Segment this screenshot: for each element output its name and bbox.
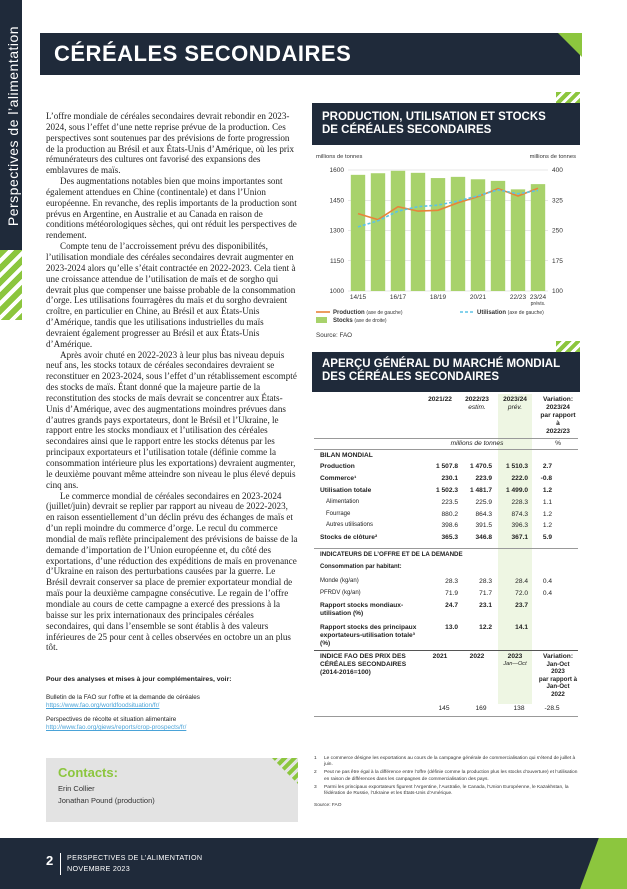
row-value: 71.9 <box>445 589 458 597</box>
index-subheader: Jan-Oct <box>546 683 570 690</box>
more-info-header: Pour des analyses et mises à jour complémentaires, voir: <box>46 676 232 683</box>
footnote <box>314 756 580 768</box>
row-label: Utilisation totale <box>320 487 372 494</box>
column-subheader: 2023/24 <box>546 404 570 411</box>
row-value: 23.1 <box>479 601 492 609</box>
table-rule <box>314 438 578 439</box>
row-value: 1.2 <box>542 522 552 529</box>
link2-label: Perspectives de récolte et situation alimentaire <box>46 716 177 723</box>
row-value: 222.0 <box>511 475 528 482</box>
chart-title-line: PRODUCTION, UTILISATION ET STOCKS <box>322 111 546 123</box>
left-tick-label: 1300 <box>329 227 344 235</box>
index-subheader: Jan—Oct <box>503 660 527 667</box>
index-subheader: 2022 <box>551 690 565 698</box>
index-column-header: 2023 <box>507 652 523 660</box>
x-tick-label: 22/23 <box>509 294 527 301</box>
row-value: 367.1 <box>511 533 528 541</box>
row-value: 12.2 <box>479 623 492 631</box>
legend-axis-note: (axe de gauche) <box>507 310 544 316</box>
x-tick-label: 23/24 <box>529 294 547 301</box>
row-label: utilisation (%) <box>320 609 364 617</box>
more-info <box>46 676 298 738</box>
index-value: 145 <box>438 704 450 712</box>
right-tick-label: 325 <box>552 197 563 205</box>
row-value: 13.0 <box>445 623 458 631</box>
right-tick-label: 175 <box>552 257 563 265</box>
row-value: -0.8 <box>540 475 552 482</box>
row-value: 346.8 <box>475 533 492 541</box>
row-value: 223.9 <box>475 475 492 482</box>
link1-label: Bulletin de la FAO sur l’offre et la demande de céréales <box>46 694 200 701</box>
row-value: 874.3 <box>511 510 528 518</box>
left-tick-label: 1150 <box>330 257 344 265</box>
chart-section-title <box>322 111 572 137</box>
right-axis-label: millions de tonnes <box>529 154 576 160</box>
row-value: 14.1 <box>515 623 528 631</box>
section-heading: INDICATEURS DE L’OFFRE ET DE LA DEMANDE <box>320 550 463 558</box>
footer-publication: PERSPECTIVES DE L’ALIMENTATION <box>67 853 203 862</box>
paragraph: Après avoir chuté en 2022-2023 à leur plus bas niveau depuis neuf ans, les stocks totaux de céréales secondaires devraient se reconstituer en 2023-2024, sous l’effet d’un rétablissement escompté des stocks de maïs. Étant donné que la majeure partie de la reconstitution des stocks de maïs devrait se concentrer aux États-Unis d’Amérique, avec des augmentations moindres prévues dans d’autres grands pays exportateurs, dont le Brésil et l’Ukraine, le rapport entre les stocks mondiaux et l’utilisation des céréales secondaires ainsi que le rapport entre les stocks détenus par les principaux exportateurs et l’utilisation totale (définie comme la consommation intérieure plus les exportations) devraient augmenter, le deuxième pouvant même atteindre son niveau le plus élevé depuis cinq ans. <box>46 349 297 490</box>
stocks-bar <box>451 177 465 291</box>
row-label: Fourrage <box>326 510 351 517</box>
row-value: 1 502.3 <box>436 487 458 494</box>
column-header: 2021/22 <box>428 396 452 403</box>
footnote-key: 1 <box>314 756 317 761</box>
chart-section-accent <box>556 92 580 103</box>
row-value: 1.2 <box>542 487 552 494</box>
forecast-note: prévis. <box>530 301 546 307</box>
footnote-key: 2 <box>314 770 317 776</box>
stocks-bar <box>351 175 365 291</box>
row-value: 1.2 <box>542 510 552 518</box>
legend-label <box>333 310 403 316</box>
body-text <box>46 111 298 653</box>
index-column-header: 2021 <box>432 652 448 660</box>
index-label: INDICE FAO DES PRIX DES <box>320 652 406 660</box>
stocks-bar <box>491 181 505 291</box>
page-title: CÉRÉALES SECONDAIRES <box>54 41 352 66</box>
paragraph: Des augmentations notables bien que moins importantes sont également attendues en Chine (continentale) et dans l’Union européenne. En revanche, des replis importants de la production sont prévus en Argentine, en Australie et au Canada en raison de conditions météorologiques sèches, qui ont réduit les perspectives de rendement. <box>46 176 297 241</box>
row-value: 23.7 <box>515 601 528 609</box>
column-header: 2023/24 <box>503 396 527 403</box>
side-tab-label: Perspectives de l’alimentation <box>5 25 21 227</box>
index-subheader: 2023 <box>551 668 565 675</box>
row-label: (%) <box>320 639 331 647</box>
legend-series-name: Utilisation <box>477 310 508 316</box>
right-tick-label: 100 <box>552 288 563 295</box>
row-label: Commerce¹ <box>320 475 357 482</box>
row-label: exportateurs-utilisation totale³ <box>320 631 415 639</box>
left-tick-label: 1450 <box>329 197 344 205</box>
page-number: 2 <box>46 853 54 868</box>
legend-label <box>477 310 544 316</box>
x-tick-label: 18/19 <box>429 294 447 301</box>
table-rule <box>314 650 578 651</box>
x-tick-label: 16/17 <box>389 294 407 301</box>
column-subheader: 2022/23 <box>546 428 570 435</box>
contact-name: Jonathan Pound (production) <box>58 796 155 805</box>
stocks-bar <box>431 178 445 291</box>
column-subheader: à <box>556 420 560 427</box>
table-rule <box>314 449 578 450</box>
legend-label <box>333 318 387 324</box>
index-subheader: par rapport à <box>538 675 578 683</box>
paragraph: L’offre mondiale de céréales secondaires devrait rebondir en 2023-2024, sous l’effet d’une nette reprise prévue de la production. Ces perspectives sont soutenues par des prévisions de forte progression de la production au Brésil et aux États-Unis d’Amérique, où les prix rémunérateurs des cultures ont favorisé des expansions des emblavures de maïs. <box>46 111 294 176</box>
row-label: Production <box>320 463 355 470</box>
footnotes <box>314 756 580 809</box>
row-value: 365.3 <box>441 533 458 541</box>
chart-source: Source: FAO <box>316 332 353 339</box>
row-value: 223.5 <box>441 499 458 506</box>
units-label: millions de tonnes <box>450 440 504 447</box>
market-table <box>312 394 580 724</box>
row-value: 864.3 <box>475 510 492 518</box>
index-value: 138 <box>513 704 525 712</box>
row-value: 28.3 <box>445 577 458 585</box>
paragraph: Le commerce mondial de céréales secondaires en 2023-2024 (juillet/juin) devrait se replier par rapport au niveau de 2022-2023, en raison essentiellement d’un déclin prévu des échanges de maïs et d’un repli moindre du commerce d’orge. Le recul du commerce mondial de maïs reflète principalement des prévisions de baisse de la demande d’importation de l’Union européenne et, du côté des exportations, d’une réduction des expéditions de maïs en provenance d’Ukraine en raison des perturbations causées par la guerre. Le Brésil devrait conserver sa place de premier exportateur mondial de maïs pour la deuxième campagne consécutive. Le regain de l’offre mondiale au cours de cette campagne a exercé des pressions à la baisse sur les prix internationaux des principales céréales secondaires, qui dans l’ensemble se sont établis à des valeurs inférieures de 25 pour cent à celles observées en octobre un an plus tôt. <box>46 490 298 653</box>
table-section-accent <box>556 341 580 352</box>
row-value: 398.6 <box>441 522 458 529</box>
row-value: 1 499.0 <box>506 487 528 494</box>
units-pct: % <box>555 440 561 447</box>
row-label: Alimentation <box>326 499 360 505</box>
footnote-text: Peut ne pas être égal à la différence entre l’offre (définie comme la production plus les stocks d’ouverture) et l’utilisation en raison de différences dans les campagnes de commercialisation des pays. <box>324 770 578 782</box>
legend-series-name: Stocks <box>333 318 355 324</box>
index-label: CÉRÉALES SECONDAIRES <box>320 660 407 668</box>
stocks-bar <box>371 173 385 291</box>
column-header: Variation: <box>542 396 574 403</box>
legend-axis-note: (axe de gauche) <box>366 310 403 316</box>
row-value: 1 470.5 <box>470 463 492 470</box>
index-value: 169 <box>475 704 487 712</box>
row-value: 391.5 <box>475 522 492 529</box>
index-value: -28.5 <box>544 704 560 712</box>
table-title-line: DES CÉRÉALES SECONDAIRES <box>322 371 500 383</box>
link2-url[interactable]: http://www.fao.org/giews/reports/crop-prospects/fr/ <box>46 724 187 731</box>
column-subheader: par rapport <box>540 412 576 419</box>
row-value: 1 481.7 <box>470 487 492 494</box>
row-value: 28.3 <box>479 577 492 585</box>
legend-series-name: Production <box>333 310 367 316</box>
right-tick-label: 250 <box>552 227 563 235</box>
table-rule <box>314 548 578 549</box>
stocks-bar <box>511 189 525 291</box>
index-label: (2014-2016=100) <box>320 668 371 676</box>
index-column-header: Variation: <box>542 652 574 660</box>
row-label: Stocks de clôture² <box>320 533 378 541</box>
row-value: 228.3 <box>511 499 528 506</box>
left-axis-label: millions de tonnes <box>316 154 363 160</box>
row-label: Rapport stocks des principaux <box>320 623 417 631</box>
row-value: 0.4 <box>542 577 552 585</box>
row-value: 1 510.3 <box>506 463 528 470</box>
row-label: Rapport stocks mondiaux- <box>320 601 404 609</box>
footnote-text: Parmi les principaux exportateurs figurent l’Argentine, l’Australie, le Canada, l’Union Européenne, le Kazakhstan, la fédération de Russie, l’Ukraine et les États-Unis d’Amérique. <box>324 784 569 797</box>
x-tick-label: 14/15 <box>349 294 367 301</box>
index-column-header: 2022 <box>469 652 485 660</box>
chart-title-line: DE CÉRÉALES SECONDAIRES <box>322 124 492 136</box>
footer-separator <box>60 853 61 875</box>
row-value: 2.7 <box>542 463 552 470</box>
footnote-text: Le commerce désigne les exportations au cours de la campagne générale de commercialisation qui s’étend de juillet à juin. <box>324 756 576 768</box>
left-tick-label: 1600 <box>329 167 344 174</box>
x-tick-label: 20/21 <box>469 294 487 301</box>
footnote-source: Source: FAO <box>314 803 342 809</box>
table-rule <box>314 716 578 717</box>
row-value: 28.4 <box>515 577 528 585</box>
footnote-key: 3 <box>314 784 317 790</box>
row-value: 72.0 <box>515 589 528 597</box>
footnote <box>314 785 580 797</box>
row-value: 225.9 <box>475 499 492 506</box>
row-value: 230.1 <box>441 475 458 482</box>
column-header: 2022/23 <box>465 396 489 403</box>
footer-date: NOVEMBRE 2023 <box>67 864 131 873</box>
row-label: PFRDV (kg/an) <box>320 589 361 596</box>
column-subheader: prév. <box>507 404 523 411</box>
footnote <box>314 770 580 782</box>
chart <box>312 148 580 343</box>
row-value: 0.4 <box>542 589 552 597</box>
row-value: 5.9 <box>542 533 552 541</box>
paragraph: Compte tenu de l’accroissement prévu des disponibilités, l’utilisation mondiale des céréales secondaires devrait augmenter en 2023-2024 alors qu’elle s’était contractée en 2022-2023. Cela tient à une croissance attendue de l’utilisation de maïs et de sorgho qui devrait plus que compenser une baisse probable de la consommation d’orge. Les utilisations fourragères du maïs et du sorgho devraient croître, en particulier en Chine, au Brésil et aux États-Unis d’Amérique, tandis que les utilisations industrielles du maïs devraient également progresser au Brésil et aux États-Unis d’Amérique. <box>46 241 296 349</box>
row-value: 1 507.8 <box>436 463 458 470</box>
contacts-title: Contacts: <box>58 765 118 780</box>
row-value: 396.3 <box>511 522 528 529</box>
row-label: Autres utilisations <box>326 522 374 528</box>
index-subheader: Jan-Oct <box>546 660 570 668</box>
column-subheader: estim. <box>468 404 486 411</box>
legend-axis-note: (axe de droite) <box>354 318 387 324</box>
legend-swatch-stocks <box>316 317 327 323</box>
row-value: 880.2 <box>441 510 458 518</box>
subsection-heading: Consommation par habitant: <box>320 563 402 570</box>
link1-url[interactable]: https://www.fao.org/worldfoodsituation/fr/ <box>46 702 160 709</box>
row-label: Monde (kg/an) <box>320 577 359 584</box>
table-title-line: APERÇU GÉNÉRAL DU MARCHÉ MONDIAL <box>322 358 561 370</box>
row-value: 24.7 <box>445 601 458 609</box>
row-value: 1.1 <box>542 499 552 506</box>
stocks-bar <box>411 173 425 291</box>
contact-name: Erin Collier <box>58 784 95 793</box>
left-tick-label: 1000 <box>329 288 344 295</box>
stocks-bar <box>391 171 405 291</box>
stocks-bar <box>531 184 545 291</box>
side-stripes-decoration <box>0 250 22 320</box>
table-section-title <box>322 358 572 384</box>
section-heading: BILAN MONDIAL <box>320 452 373 459</box>
right-tick-label: 400 <box>552 167 563 174</box>
row-value: 71.7 <box>479 589 492 597</box>
